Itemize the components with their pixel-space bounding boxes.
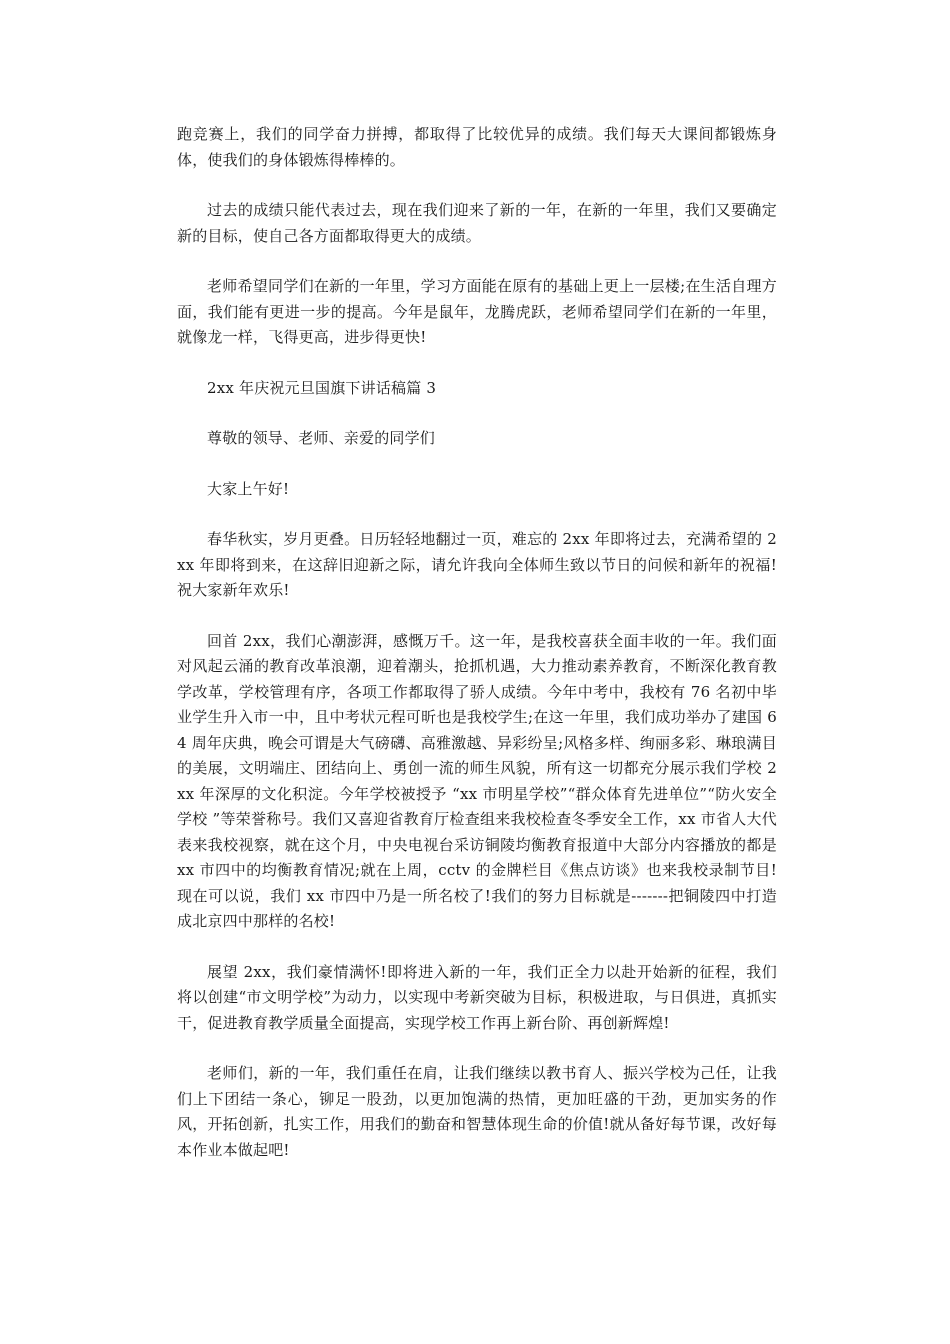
salutation: 尊敬的领导、老师、亲爱的同学们: [207, 429, 436, 447]
section-heading: 2xx 年庆祝元旦国旗下讲话稿篇 3: [207, 378, 437, 397]
greeting: 大家上午好!: [207, 479, 290, 498]
paragraph-continued: 跑竞赛上，我们的同学奋力拼搏，都取得了比较优异的成绩。我们每天大课间都锻炼身体，使我们的身体锻炼得棒棒的。: [177, 125, 777, 169]
document-body: [177, 122, 777, 1188]
paragraph: 春华秋实，岁月更叠。日历轻轻地翻过一页，难忘的 2xx 年即将过去，充满希望的 2xx 年即将到来，在这辞旧迎新之际，请允许我向全体师生致以节日的问候和新年的祝福!祝大家新年欢乐!: [177, 530, 777, 599]
paragraph: 展望 2xx，我们豪情满怀!即将进入新的一年，我们正全力以赴开始新的征程，我们将以创建“市文明学校”为动力，以实现中考新突破为目标，积极进取，与日俱进，真抓实干，促进教育教学质量全面提高，实现学校工作再上新台阶、再创新辉煌!: [177, 962, 777, 1032]
paragraph: 过去的成绩只能代表过去，现在我们迎来了新的一年，在新的一年里，我们又要确定新的目标，使自己各方面都取得更大的成绩。: [177, 201, 777, 245]
paragraph: 回首 2xx，我们心潮澎湃，感慨万千。这一年，是我校喜获全面丰收的一年。我们面对风起云涌的教育改革浪潮，迎着潮头，抢抓机遇，大力推动素养教育，不断深化教育教学改革，学校管理有序，各项工作都取得了骄人成绩。今年中考中，我校有 76 名初中毕业学生升入市一中，且中考状元程可昕也是我校学生;在这一年里，我们成功举办了建国 64 周年庆典，晚会可谓是大气磅礴、高雅激越、异彩纷呈;风格多样、绚丽多彩、琳琅满目的美展，文明端庄、团结向上、勇创一流的师生风貌，所有这一切都充分展示我们学校 2xx 年深厚的文化积淀。今年学校被授予 “xx 市明星学校”“群众体育先进单位”“防火安全学校 ”等荣誉称号。我们又喜迎省教育厅检查组来我校检查冬季安全工作，xx 市省人大代表来我校视察，就在这个月，中央电视台采访铜陵均衡教育报道中大部分内容播放的都是 xx 市四中的均衡教育情况;就在上周，cctv 的金牌栏目《焦点访谈》也来我校录制节目!现在可以说，我们 xx 市四中乃是一所名校了!我们的努力目标就是-------把铜陵四中打造成北京四中那样的名校!: [177, 631, 777, 930]
paragraph: 老师们，新的一年，我们重任在肩，让我们继续以教书育人、振兴学校为己任，让我们上下团结一条心，铆足一股劲，以更加饱满的热情，更加旺盛的干劲，更加实务的作风，开拓创新，扎实工作，用我们的勤奋和智慧体现生命的价值!就从备好每节课，改好每本作业本做起吧!: [177, 1064, 777, 1159]
paragraph: 老师希望同学们在新的一年里，学习方面能在原有的基础上更上一层楼;在生活自理方面，我们能有更进一步的提高。今年是鼠年，龙腾虎跃，老师希望同学们在新的一年里，就像龙一样，飞得更高，进步得更快!: [177, 277, 777, 346]
